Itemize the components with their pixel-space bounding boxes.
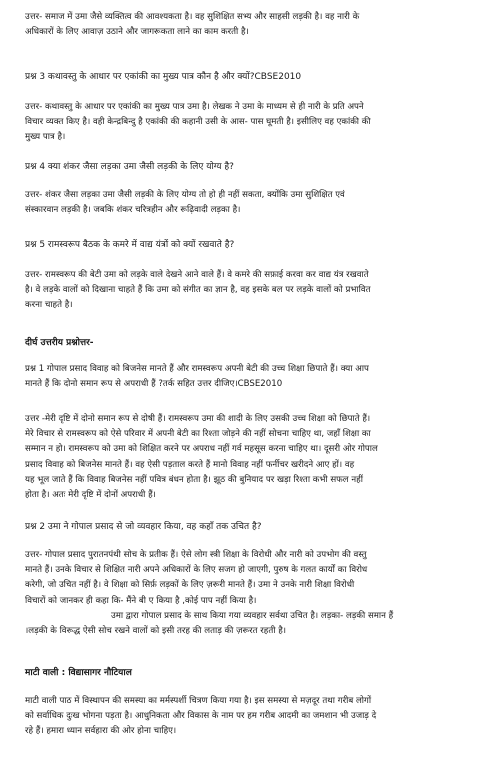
text-line: अधिकारों के लिए आवाज़ उठाने और जागरूकता लाने का काम करती है। (25, 27, 249, 38)
text-line: को सर्वाधिक दुःख भोगना पड़ता है। आधुनिकता और विकास के नाम पर हम गरीब आदमी का जमशान भी उजाड़ दे (25, 711, 377, 722)
text-line: यह भूल जाते हैं कि विवाह बिजनेस नहीं पवित्र बंधन होता है। झूठ की बुनियाद पर खड़ा रिश्ता कभी सफल नहीं (25, 474, 363, 485)
text-line: उत्तर- कथावस्तु के आधार पर एकांकी का मुख्य पात्र उमा है। लेखक ने उमा के माध्यम से ही नारी के प्रति अपने (25, 102, 364, 112)
question-heading (25, 238, 477, 253)
text-line: रहे हैं। हमारा ध्यान सर्वहारा की ओर होना चाहिए। (25, 726, 177, 737)
text-line: होता है। अतः मेरी दृष्टि में दोनों अपराधी हैं। (25, 490, 156, 501)
text-line: प्रश्न 3 कथावस्तु के आधार पर एकांकी का मुख्य पात्र कौन है और क्यों?CBSE2010 (25, 72, 302, 82)
answer-paragraph (25, 100, 477, 146)
answer-paragraph (25, 10, 477, 40)
answer-paragraph (25, 188, 477, 218)
text-line: संस्कारवान लड़की है। जबकि शंकर चरित्रहीन और रूढ़िवादी लड़का है। (25, 205, 241, 216)
section-heading (25, 336, 477, 351)
question-heading (25, 70, 477, 85)
text-line: माटी वाली : विद्यासागर नौटियाल (25, 668, 132, 678)
text-line: मेरे विचार से रामस्वरूप को ऐसे परिवार में अपनी बेटी का रिश्ता जोड़ने की नहीं सोचना चाहिए था, जहाँ शिक्षा का (25, 429, 371, 440)
text-line: उत्तर- गोपाल प्रसाद पुरातनपंथी सोच के प्रतीक हैं। ऐसे लोग स्त्री शिक्षा के विरोधी और नारी को उपभोग की वस्तु (25, 550, 367, 560)
body-paragraph (25, 694, 477, 740)
text-line: प्रश्न 5 रामस्वरूप बैठक के कमरे में वाद्य यंत्रों को क्यों रखवाते है? (25, 240, 235, 250)
question-heading (25, 520, 477, 535)
answer-paragraph (25, 268, 477, 314)
text-line: विचार व्यक्त किए है। वही केन्द्रबिन्दु है एकांकी की कहानी उसी के आस- पास घूमती है। इसीलिए वह एकांकी की (25, 117, 371, 128)
text-line: ।लड़की के विरूद्ध ऐसी सोच रखने वालों को इसी तरह की लताड़ की ज़रूरत रहती है। (25, 626, 287, 637)
text-line: माटी वाली पाठ में विस्थापन की समस्या का मर्मस्पर्शी चित्रण किया गया है। इस समस्या से मज़दूर तथा गरीब लोगों (25, 696, 372, 706)
text-line: करेगी, जो उचित नहीं है। वे शिक्षा को सिर्फ़ लड़कों के लिए ज़रूरी मानते हैं। उमा ने उनके नारी शिक्षा विरोधी (25, 580, 355, 591)
question-heading (25, 362, 477, 392)
text-line: उत्तर- शंकर जैसा लड़का उमा जैसी लड़की के लिए योग्य तो हो ही नहीं सकता, क्योंकि उमा सुशिक्षित एवं (25, 190, 345, 200)
answer-paragraph (25, 412, 477, 503)
text-line: उत्तर- समाज में उमा जैसे व्यक्तित्व की आवश्यकता है। वह सुशिक्षित सभ्य और साहसी लड़की है। वह नारी के (25, 12, 360, 22)
text-line: उत्तर- रामस्वरूप की बेटी उमा को लड़के वाले देखने आने वाले हैं। वे कमरे की सफ़ाई करवा कर वाद्य यंत्र रखवाते (25, 270, 369, 280)
text-line: प्रश्न 1 गोपाल प्रसाद विवाह को बिजनेस मानते हैं और रामस्वरूप अपनी बेटी की उच्च शिक्षा छिपाते हैं। क्या आप (25, 364, 369, 374)
text-line: सम्मान न हो। रामस्वरूप को उमा को शिक्षित करने पर अपराध नहीं गर्व महसूस करना चाहिए था। दूसरी ओर गोपाल (25, 444, 378, 455)
text-line: करना चाहते है। (25, 300, 73, 311)
text-line: उमा द्वारा गोपाल प्रसाद के साथ किया गया व्यवहार सर्वथा उचित है। लड़का- लड़की समान हैं (111, 610, 394, 621)
text-line: प्रसाद विवाह को बिजनेस मानते हैं। वह ऐसी पड़ताल करते हैं मानो विवाह नहीं फर्नीचर खरीदने आए हों। वह (25, 459, 355, 470)
text-line: प्रश्न 4 क्या शंकर जैसा लड़का उमा जैसी लड़की के लिए योग्य है? (25, 162, 234, 172)
text-line: है। वे लड़के वालों को दिखाना चाहते हैं कि उमा को संगीत का ज्ञान है, वह इसके बल पर लड़के वालों को प्रभावित (25, 285, 371, 296)
text-line: प्रश्न 2 उमा ने गोपाल प्रसाद से जो व्यवहार किया, वह कहाँ तक उचित है? (25, 522, 262, 532)
text-line: विचारों को जानकर ही कहा कि- मैंने बी ए किया है ,कोई पाप नहीं किया है। (25, 595, 257, 606)
text-line: मानते हैं कि दोनो समान रूप से अपराधी हैं ?तर्क सहित उत्तर दीजिए।CBSE2010 (25, 379, 283, 390)
answer-paragraph (25, 548, 477, 639)
question-heading (25, 160, 477, 175)
text-line: दीर्घ उत्तरीय प्रश्नोत्तर- (25, 338, 94, 348)
text-line: मुख्य पात्र है। (25, 132, 66, 143)
section-heading (25, 666, 477, 681)
text-line: मानते हैं। उनके विचार से शिक्षित नारी अपने अधिकारों के लिए सजग हो जाएगी, पुरुष के गलत कार्यों का विरोध (25, 565, 368, 576)
text-line: उत्तर -मेरी दृष्टि में दोनो समान रूप से दोषी हैं। रामस्वरूप उमा की शादी के लिए उसकी उच्च शिक्षा को छिपाते हैं। (25, 414, 371, 424)
